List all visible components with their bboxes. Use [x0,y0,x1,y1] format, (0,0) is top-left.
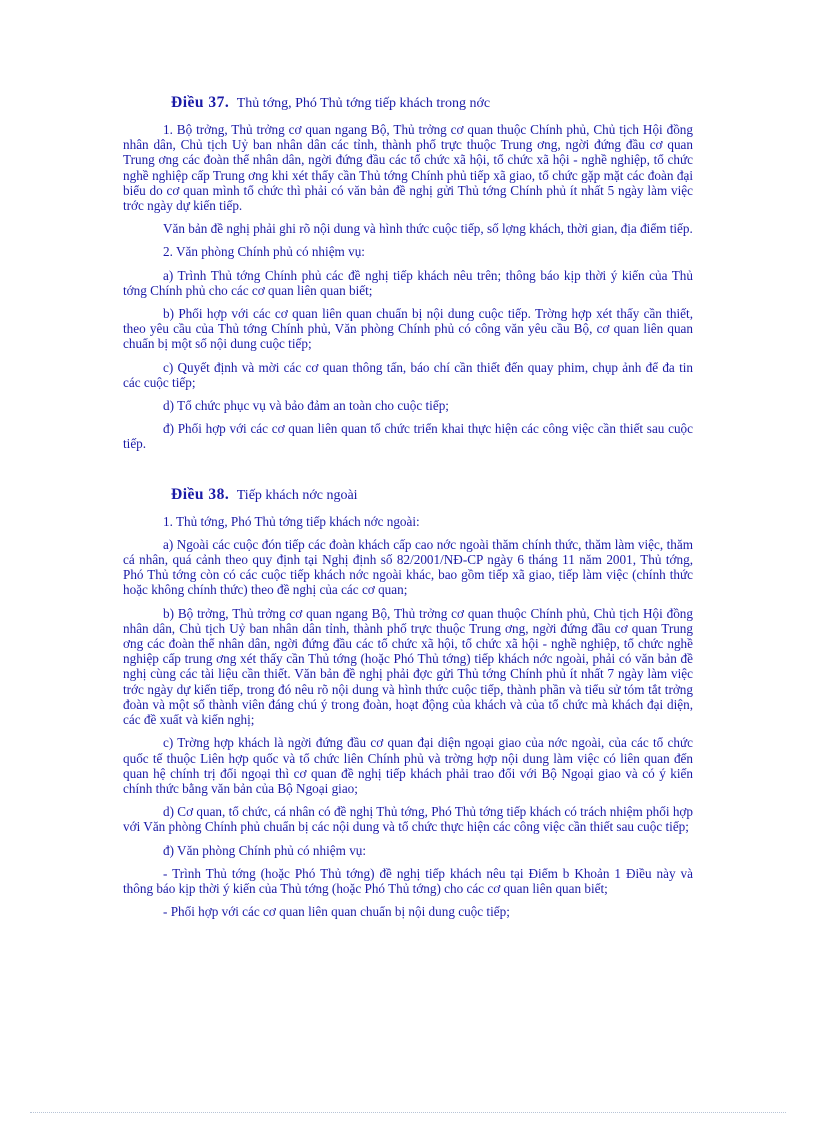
article-38-number: Điều 38. [171,485,230,503]
page-bottom-border [30,1112,786,1113]
article-37-paragraph: đ) Phối hợp với các cơ quan liên quan tổ chức triển khai thực hiện các công việc cần thiết sau cuộc tiếp. [123,421,693,452]
article-38-paragraph: - Phối hợp với các cơ quan liên quan chuẩn bị nội dung cuộc tiếp; [163,904,510,920]
article-37-heading [171,94,693,113]
article-38-paragraph: a) Ngoài các cuộc đón tiếp các đoàn khách cấp cao nớc ngoài thăm chính thức, thăm làm việc, thăm cá nhân, quá cảnh theo quy định tại Nghị định số 82/2001/NĐ-CP ngày 6 tháng 11 năm 2001, Thủ tớng, Phó Thủ tớng còn có các cuộc tiếp khách nớc ngoài khác, bao gồm tiếp xã giao, tiếp làm việc (chính thức hoặc không chính thức) theo đề nghị của các cơ quan; [123,536,693,598]
article-38-paragraph: - Trình Thủ tớng (hoặc Phó Thủ tớng) đề nghị tiếp khách nêu tại Điểm b Khoản 1 Điều này và thông báo kịp thời ý kiến của Thủ tớng (hoặc Phó Thủ tớng) cho các cơ quan liên quan biết; [123,865,693,896]
article-37-paragraph: c) Quyết định và mời các cơ quan thông tấn, báo chí cần thiết đến quay phim, chụp ảnh để đa tin các cuộc tiếp; [123,359,693,390]
article-38-paragraph: đ) Văn phòng Chính phủ có nhiệm vụ: [163,842,367,858]
article-38-title: Tiếp khách nớc ngoài [236,487,358,503]
article-37-paragraph: 1. Bộ trởng, Thủ trởng cơ quan ngang Bộ, Thủ trởng cơ quan thuộc Chính phủ, Chủ tịch Hội đồng nhân dân, Chủ tịch Uỷ ban nhân dân các tỉnh, thành phố trực thuộc Trung ơng, ngời đứng đầu cơ quan Trung ơng các đoàn thể nhân dân, ngời đứng đầu các tổ chức xã hội, tổ chức xã hội - nghề nghiệp, tổ chức nghề nghiệp cấp Trung ơng khi xét thấy cần Thủ tớng Chính phủ tiếp xã giao, tổ chức gặp mặt các đoàn đại biểu do cơ quan mình tổ chức thì phải có văn bản đề nghị gửi Thủ tớng Chính phủ ít nhất 5 ngày làm việc trớc ngày dự kiến tiếp. [123,122,693,214]
article-38-paragraph: 1. Thủ tớng, Phó Thủ tớng tiếp khách nớc ngoài: [163,513,420,529]
article-38-paragraph: d) Cơ quan, tổ chức, cá nhân có đề nghị Thủ tớng, Phó Thủ tớng tiếp khách có trách nhiệm phối hợp với Văn phòng Chính phủ chuẩn bị các nội dung và tổ chức thực hiện các công việc cần thiết sau cuộc tiếp; [123,804,693,835]
article-38-paragraph: b) Bộ trởng, Thủ trởng cơ quan ngang Bộ, Thủ trởng cơ quan thuộc Chính phủ, Chủ tịch Hội đồng nhân dân, Chủ tịch Uỷ ban nhân dân tỉnh, thành phố trực thuộc Trung ơng, ngời đứng đầu cơ quan Trung ơng các đoàn thể nhân dân, ngời đứng đầu các tổ chức xã hội, tổ chức xã hội - nghề nghiệp, tổ chức nghề nghiệp cấp trung ơng xét thấy cần Thủ tớng (hoặc Phó Thủ tớng) tiếp khách nớc ngoài, phải có văn bản đề nghị cùng các tài liệu cần thiết. Văn bản đề nghị phải đợc gửi Thủ tớng Chính phủ ít nhất 7 ngày làm việc trớc ngày dự kiến tiếp, trong đó nêu rõ nội dung và hình thức cuộc tiếp, thành phần và tiểu sử tóm tắt trởng đoàn và một số thành viên đáng chú ý trong đoàn, hoạt động của khách và của tổ chức mà khách đại diện, các đề xuất và kiến nghị; [123,605,693,728]
article-37-paragraph: Văn bản đề nghị phải ghi rõ nội dung và hình thức cuộc tiếp, số lợng khách, thời gian, địa điểm tiếp. [163,221,693,237]
article-37-paragraph: b) Phối hợp với các cơ quan liên quan chuẩn bị nội dung cuộc tiếp. Trờng hợp xét thấy cần thiết, theo yêu cầu của Thủ tớng Chính phủ, Văn phòng Chính phủ có công văn yêu cầu Bộ, cơ quan liên quan chuẩn bị một số nội dung cuộc tiếp; [123,306,693,352]
document-body [123,94,693,927]
article-37-paragraph: d) Tổ chức phục vụ và bảo đảm an toàn cho cuộc tiếp; [163,398,449,414]
article-37-paragraph: a) Trình Thủ tớng Chính phủ các đề nghị tiếp khách nêu trên; thông báo kịp thời ý kiến của Thủ tớng Chính phủ cho các cơ quan liên quan biết; [123,267,693,298]
article-38-heading [171,486,693,505]
section-spacer [123,460,693,486]
article-37-paragraph: 2. Văn phòng Chính phủ có nhiệm vụ: [163,244,365,260]
article-37-title: Thủ tớng, Phó Thủ tớng tiếp khách trong nớc [236,96,491,111]
article-37-number: Điều 37. [171,94,230,111]
article-38-paragraph: c) Trờng hợp khách là ngời đứng đầu cơ quan đại diện ngoại giao của nớc ngoài, của các tổ chức quốc tế thuộc Liên hợp quốc và tổ chức liên Chính phủ và trờng hợp nội dung làm việc có liên quan đến quan hệ chính trị đối ngoại thì cơ quan đề nghị tiếp khách phải trao đổi với Bộ Ngoại giao và có ý kiến chính thức bằng văn bản của Bộ Ngoại giao; [123,735,693,796]
